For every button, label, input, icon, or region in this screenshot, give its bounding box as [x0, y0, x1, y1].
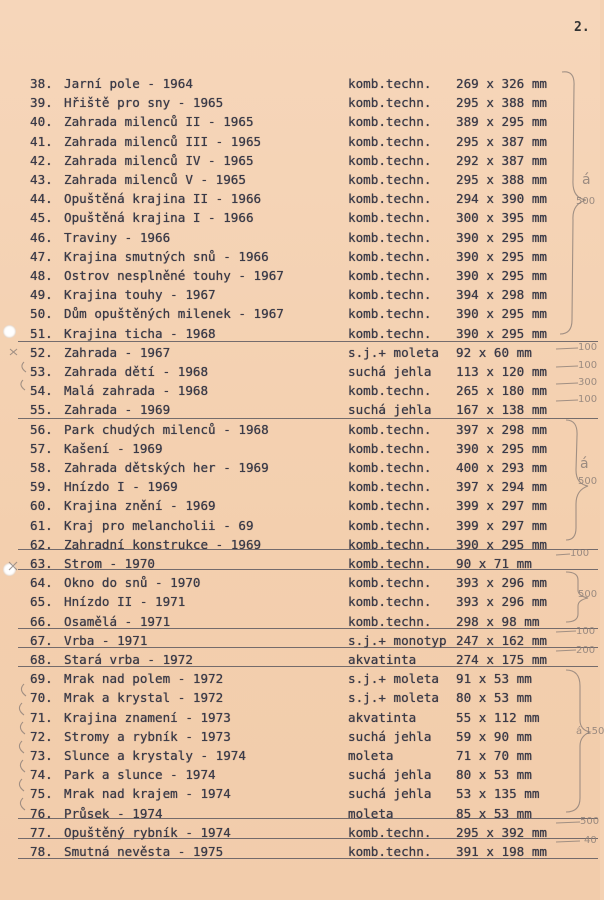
- entry-dimensions: 393 x 296 mm: [456, 575, 547, 591]
- entry-number: 77.: [30, 824, 53, 840]
- entry-technique: komb.techn.: [348, 556, 432, 571]
- entry-dimensions: 91 x 53 mm: [456, 671, 532, 687]
- entry-number: 38.: [30, 76, 53, 91]
- entry-title: Krajina ticha - 1968: [64, 325, 216, 341]
- entry-title: Malá zahrada - 1968: [64, 383, 209, 399]
- entry-number: 45.: [30, 210, 53, 226]
- entry-title: Hnízdo I - 1969: [64, 479, 178, 495]
- entry-number: 72.: [30, 728, 53, 744]
- entry-dimensions: 59 x 90 mm: [456, 728, 532, 744]
- page-number: 2.: [574, 20, 590, 35]
- entry-number: 66.: [30, 613, 53, 629]
- entry-technique: komb.techn.: [348, 479, 432, 495]
- entry-number: 47.: [30, 248, 53, 264]
- entry-number: 63.: [30, 556, 53, 571]
- entry-technique: komb.techn.: [348, 306, 432, 322]
- entry-title: Opuštěná krajina I - 1966: [64, 210, 254, 226]
- entry-technique: s.j.+ moleta: [348, 690, 439, 706]
- entry-technique: suchá jehla: [348, 364, 432, 379]
- pencil-note: á: [580, 456, 589, 472]
- entry-technique: moleta: [348, 805, 394, 821]
- entry-number: 75.: [30, 786, 53, 802]
- entry-technique: komb.techn.: [348, 172, 432, 187]
- entry-dimensions: 390 x 295 mm: [456, 248, 547, 264]
- entry-technique: s.j.+ monotyp: [348, 632, 447, 648]
- entry-title: Opuštěný rybník - 1974: [64, 824, 231, 840]
- entry-technique: komb.techn.: [348, 536, 432, 552]
- entry-technique: akvatinta: [348, 709, 417, 725]
- entry-title: Zahrada milenců III - 1965: [64, 133, 262, 149]
- entry-technique: komb.techn.: [348, 460, 432, 475]
- entry-title: Průsek - 1974: [64, 805, 163, 821]
- entry-dimensions: 295 x 388 mm: [456, 172, 547, 187]
- entry-dimensions: 390 x 295 mm: [456, 536, 547, 552]
- entry-number: 60.: [30, 498, 53, 514]
- entry-technique: suchá jehla: [348, 767, 432, 783]
- entry-title: Opuštěná krajina II - 1966: [64, 191, 262, 207]
- entry-title: Park a slunce - 1974: [64, 767, 216, 783]
- entry-dimensions: 53 x 135 mm: [456, 786, 540, 802]
- entry-number: 78.: [30, 844, 53, 859]
- entry-title: Vrba - 1971: [64, 632, 148, 648]
- entry-title: Okno do snů - 1970: [64, 575, 201, 591]
- entry-technique: komb.techn.: [348, 114, 432, 130]
- entry-technique: komb.techn.: [348, 268, 432, 283]
- entry-dimensions: 295 x 392 mm: [456, 824, 547, 840]
- entry-number: 69.: [30, 671, 53, 687]
- entry-dimensions: 300 x 395 mm: [456, 210, 547, 226]
- entry-title: Stromy a rybník - 1973: [64, 728, 231, 744]
- entry-number: 65.: [30, 594, 53, 610]
- pencil-note: 100: [578, 360, 598, 371]
- pencil-note: á 150: [576, 726, 604, 737]
- entry-title: Zahrada - 1967: [64, 344, 171, 360]
- entry-technique: komb.techn.: [348, 824, 432, 840]
- entry-dimensions: 55 x 112 mm: [456, 709, 540, 725]
- entry-dimensions: 113 x 120 mm: [456, 364, 547, 379]
- entry-title: Zahrada dětí - 1968: [64, 364, 209, 379]
- entry-technique: suchá jehla: [348, 402, 432, 418]
- entry-dimensions: 390 x 295 mm: [456, 268, 547, 283]
- entry-dimensions: 265 x 180 mm: [456, 383, 547, 399]
- pencil-note: 100: [578, 342, 598, 353]
- entry-number: 49.: [30, 287, 53, 303]
- entry-number: 57.: [30, 440, 53, 456]
- entry-technique: komb.techn.: [348, 575, 432, 591]
- entry-number: 58.: [30, 460, 53, 475]
- entry-technique: komb.techn.: [348, 76, 432, 91]
- pencil-note: 500: [576, 196, 596, 207]
- entry-technique: komb.techn.: [348, 210, 432, 226]
- entry-technique: komb.techn.: [348, 191, 432, 207]
- pencil-note: 40: [584, 835, 597, 846]
- entry-number: 46.: [30, 229, 53, 245]
- entry-title: Mrak nad krajem - 1974: [64, 786, 231, 802]
- entry-dimensions: 400 x 293 mm: [456, 460, 547, 475]
- entry-dimensions: 389 x 295 mm: [456, 114, 547, 130]
- entry-dimensions: 274 x 175 mm: [456, 652, 547, 667]
- entry-dimensions: 390 x 295 mm: [456, 229, 547, 245]
- entry-dimensions: 294 x 390 mm: [456, 191, 547, 207]
- entry-title: Hřiště pro sny - 1965: [64, 95, 224, 111]
- pencil-note: 500: [578, 589, 598, 600]
- entry-number: 41.: [30, 133, 53, 149]
- entry-dimensions: 397 x 294 mm: [456, 479, 547, 495]
- pencil-note: 100: [578, 394, 598, 405]
- entry-dimensions: 292 x 387 mm: [456, 152, 547, 168]
- entry-number: 44.: [30, 191, 53, 207]
- entry-technique: s.j.+ moleta: [348, 344, 439, 360]
- entry-number: 73.: [30, 748, 53, 763]
- entry-dimensions: 295 x 388 mm: [456, 95, 547, 111]
- pencil-note: 500: [580, 816, 600, 827]
- entry-title: Park chudých milenců - 1968: [64, 421, 269, 437]
- entry-number: 51.: [30, 325, 53, 341]
- pencil-note: 100: [576, 626, 596, 637]
- entry-dimensions: 399 x 297 mm: [456, 498, 547, 514]
- entry-number: 43.: [30, 172, 53, 187]
- entry-technique: komb.techn.: [348, 844, 432, 859]
- entry-number: 74.: [30, 767, 53, 783]
- pencil-note: 500: [578, 476, 598, 487]
- entry-title: Hnízdo II - 1971: [64, 594, 186, 610]
- entry-number: 56.: [30, 421, 53, 437]
- entry-title: Smutná nevěsta - 1975: [64, 844, 224, 859]
- entry-number: 67.: [30, 632, 53, 648]
- entry-dimensions: 85 x 53 mm: [456, 805, 532, 821]
- entry-technique: s.j.+ moleta: [348, 671, 439, 687]
- entry-dimensions: 269 x 326 mm: [456, 76, 547, 91]
- entry-dimensions: 295 x 387 mm: [456, 133, 547, 149]
- entry-title: Krajina znění - 1969: [64, 498, 216, 514]
- entry-number: 64.: [30, 575, 53, 591]
- entry-dimensions: 71 x 70 mm: [456, 748, 532, 763]
- entry-number: 48.: [30, 268, 53, 283]
- entry-technique: suchá jehla: [348, 728, 432, 744]
- entry-title: Zahrada milenců V - 1965: [64, 172, 246, 187]
- entry-technique: komb.techn.: [348, 517, 432, 533]
- entry-title: Osamělá - 1971: [64, 613, 171, 629]
- entry-number: 59.: [30, 479, 53, 495]
- bracket-group-d: [566, 670, 590, 812]
- entry-title: Jarní pole - 1964: [64, 76, 193, 91]
- entry-technique: komb.techn.: [348, 440, 432, 456]
- entry-dimensions: 80 x 53 mm: [456, 767, 532, 783]
- entry-title: Zahrada milenců IV - 1965: [64, 152, 254, 168]
- entry-dimensions: 167 x 138 mm: [456, 402, 547, 418]
- entry-number: 42.: [30, 152, 53, 168]
- entry-technique: komb.techn.: [348, 325, 432, 341]
- entry-number: 50.: [30, 306, 53, 322]
- pencil-note: 200: [576, 645, 596, 656]
- entry-technique: suchá jehla: [348, 786, 432, 802]
- entry-dimensions: 390 x 295 mm: [456, 325, 547, 341]
- entry-dimensions: 90 x 71 mm: [456, 556, 532, 571]
- entry-dimensions: 80 x 53 mm: [456, 690, 532, 706]
- pencil-note: á: [582, 172, 591, 188]
- pencil-note: 100: [570, 548, 590, 559]
- entry-dimensions: 92 x 60 mm: [456, 344, 532, 360]
- entry-technique: komb.techn.: [348, 594, 432, 610]
- entry-title: Zahrada milenců II - 1965: [64, 114, 254, 130]
- entry-title: Zahradní konstrukce - 1969: [64, 536, 262, 552]
- entry-number: 68.: [30, 652, 53, 667]
- entry-number: 52.: [30, 344, 53, 360]
- entry-dimensions: 393 x 296 mm: [456, 594, 547, 610]
- entry-title: Kraj pro melancholii - 69: [64, 517, 254, 533]
- entry-number: 76.: [30, 805, 53, 821]
- entry-title: Ostrov nesplněné touhy - 1967: [64, 268, 284, 283]
- entry-technique: komb.techn.: [348, 133, 432, 149]
- entry-number: 53.: [30, 364, 53, 379]
- entry-dimensions: 391 x 198 mm: [456, 844, 547, 859]
- entry-technique: komb.techn.: [348, 95, 432, 111]
- entry-number: 40.: [30, 114, 53, 130]
- entry-title: Krajina smutných snů - 1966: [64, 248, 269, 264]
- entry-title: Slunce a krystaly - 1974: [64, 748, 246, 763]
- entry-title: Krajina touhy - 1967: [64, 287, 216, 303]
- entry-title: Zahrada - 1969: [64, 402, 171, 418]
- entry-technique: komb.techn.: [348, 229, 432, 245]
- entry-technique: komb.techn.: [348, 613, 432, 629]
- entry-title: Mrak nad polem - 1972: [64, 671, 224, 687]
- entry-number: 62.: [30, 536, 53, 552]
- entry-dimensions: 390 x 295 mm: [456, 440, 547, 456]
- entry-technique: komb.techn.: [348, 152, 432, 168]
- entry-technique: moleta: [348, 748, 394, 763]
- entry-title: Strom - 1970: [64, 556, 155, 571]
- entry-title: Kašení - 1969: [64, 440, 163, 456]
- entry-dimensions: 399 x 297 mm: [456, 517, 547, 533]
- entry-dimensions: 390 x 295 mm: [456, 306, 547, 322]
- entry-number: 55.: [30, 402, 53, 418]
- entry-number: 54.: [30, 383, 53, 399]
- entry-title: Dům opuštěných milenek - 1967: [64, 306, 284, 322]
- entry-dimensions: 397 x 298 mm: [456, 421, 547, 437]
- entry-title: Stará vrba - 1972: [64, 652, 193, 667]
- entry-technique: komb.techn.: [348, 498, 432, 514]
- entry-title: Krajina znamení - 1973: [64, 709, 231, 725]
- entry-technique: komb.techn.: [348, 383, 432, 399]
- entry-technique: komb.techn.: [348, 421, 432, 437]
- entry-title: Zahrada dětských her - 1969: [64, 460, 269, 475]
- pencil-note: 300: [578, 377, 598, 388]
- entry-number: 71.: [30, 709, 53, 725]
- entry-title: Mrak a krystal - 1972: [64, 690, 224, 706]
- entry-dimensions: 298 x 98 mm: [456, 613, 540, 629]
- entry-number: 70.: [30, 690, 53, 706]
- entry-technique: komb.techn.: [348, 248, 432, 264]
- entry-number: 39.: [30, 95, 53, 111]
- entry-technique: akvatinta: [348, 652, 417, 667]
- entry-title: Traviny - 1966: [64, 229, 171, 245]
- entry-technique: komb.techn.: [348, 287, 432, 303]
- entry-number: 61.: [30, 517, 53, 533]
- entry-dimensions: 247 x 162 mm: [456, 632, 547, 648]
- entry-dimensions: 394 x 298 mm: [456, 287, 547, 303]
